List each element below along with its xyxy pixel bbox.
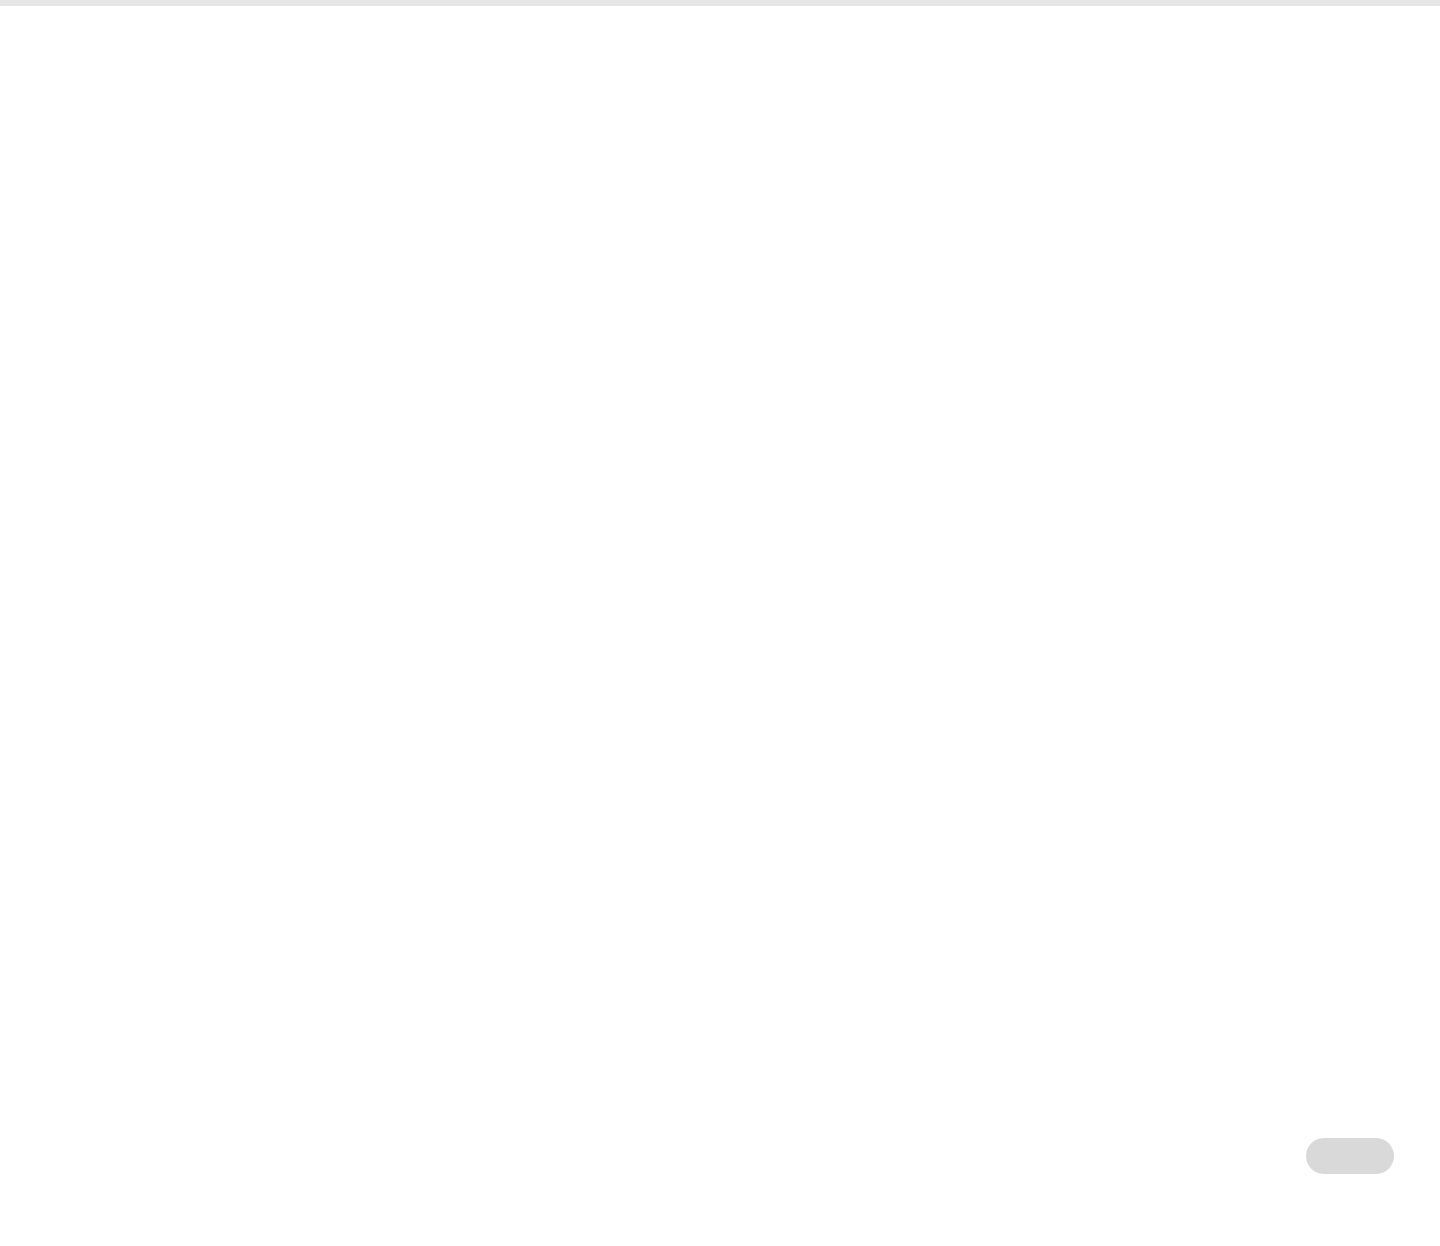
xiaohongshu-logo — [1306, 1138, 1394, 1174]
